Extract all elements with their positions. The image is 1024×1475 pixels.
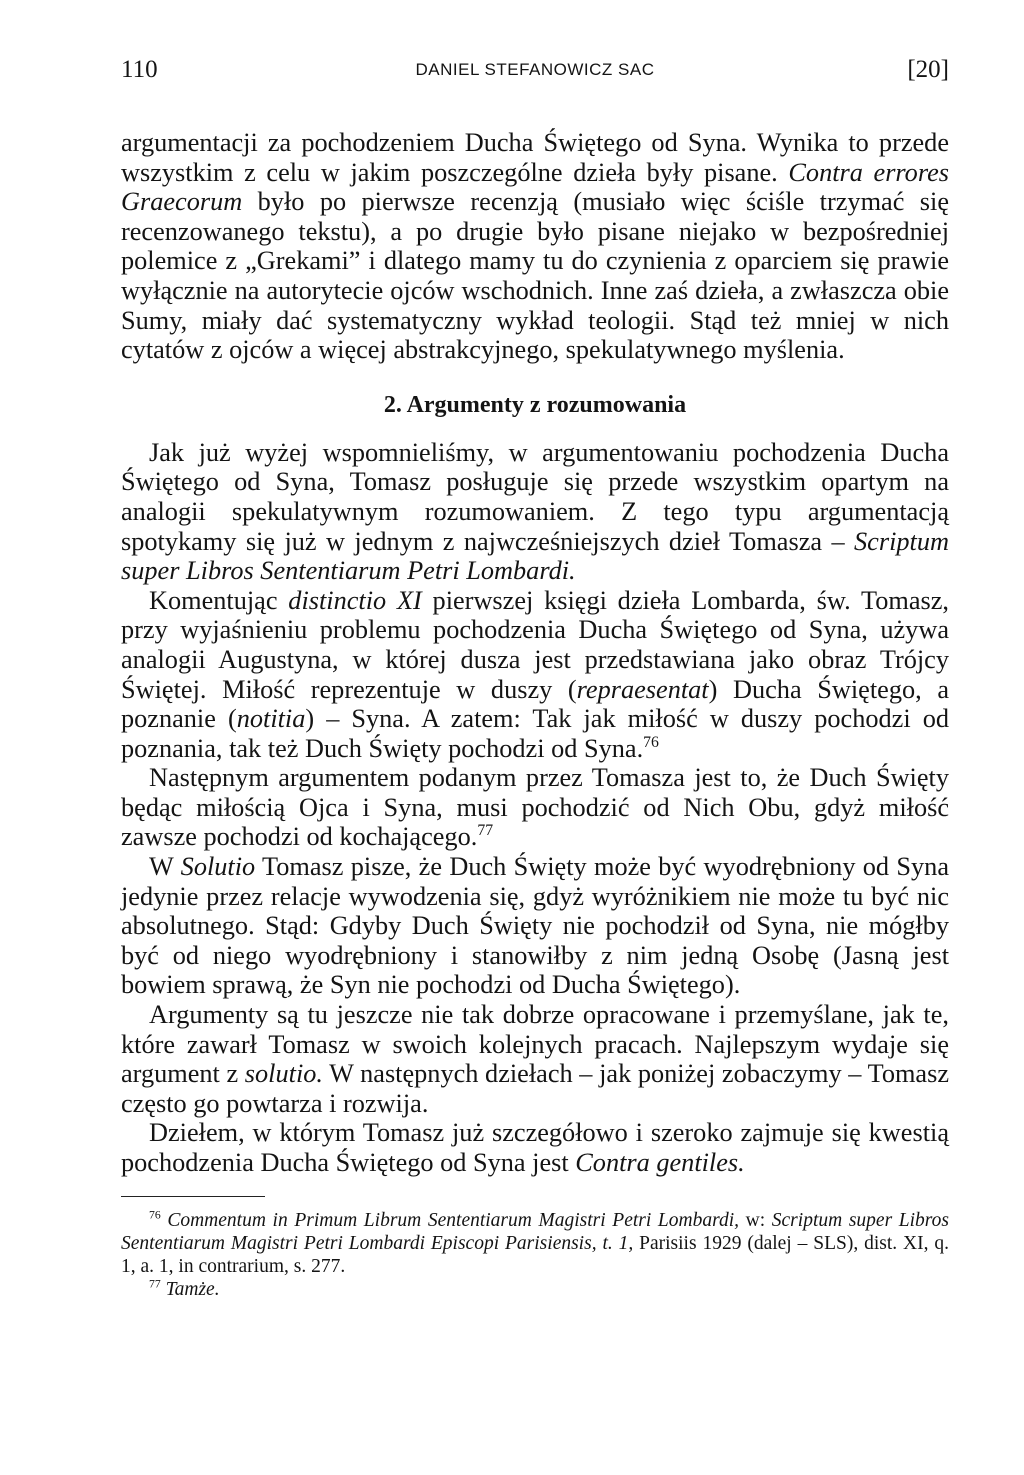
footnote-number: 77 [149,1277,161,1291]
footnote-ref: 77 [477,822,494,840]
italic-term: distinctio XI [288,585,422,615]
footnote-rule [121,1196,265,1197]
text-span: Następnym argumentem podanym przez Tomasza jest to, że Duch Święty będąc miłością Ojca i Syna, musi pochodzić od Nich Obu, gdyż miłość zawsze pochodzi od kochającego. [121,763,949,852]
text-span: W [149,852,181,882]
text-span: Komentując [149,585,289,615]
text-span: Argumenty są tu jeszcze nie tak dobrze opracowane i przemyślane, jak te, które zawarł Tomasz w swoich kolejnych pracach. Najlepszym wydaje się argument z [121,1000,949,1089]
running-head-author: DANIEL STEFANOWICZ SAC [415,60,655,79]
text-span: Parisiis 1929 (dalej – SLS), dist. XI, q. 1, a. 1, in contrarium, s. 277. [121,1232,949,1277]
text-span: ) – Syna. A zatem: Tak jak miłość w duszy pochodzi od poznania, tak też Duch Święty pochodzi od Syna. [121,704,949,763]
body-text [121,128,949,1178]
bracket-page-number: [20] [907,56,949,83]
paragraph-1 [121,128,949,365]
paragraph-7 [121,1118,949,1177]
text-span: w: [739,1209,772,1231]
italic-term: repraesentat [576,674,709,704]
text-span: Jak już wyżej wspomnieliśmy, w argumentowaniu pochodzenia Ducha Świętego od Syna, Tomasz posługuje się przede wszystkim opartym na analogii spekulatywnym rozumowaniem. Z tego typu argumentacją spotykamy się już w jednym z najwcześniejszych dzieł Tomasza – [121,437,949,556]
italic-title: Scriptum super Libros Sententiarum Magistri Petri Lombardi Episcopi Parisiensis, t. 1, [121,1209,950,1254]
italic-term: notitia [236,704,306,734]
footnote-ref: 76 [643,733,659,751]
running-head [121,52,949,92]
paragraph-6 [121,1000,949,1118]
text-span: argumentacji za pochodzeniem Ducha Świętego od Syna. Wynika to przede wszystkim z celu w jakim poszczególne dzieła były pisane. [121,128,949,187]
text-span: ) Ducha Świętego, a poznanie ( [121,674,949,734]
italic-term: Solutio [180,852,256,882]
text-span: Tomasz pisze, że Duch Święty może być wyodrębniony od Syna jedynie przez relacje wywodzenia się, gdyż wyróżnikiem nie może tu być nic absolutnego. Stąd: Gdyby Duch Święty nie pochodził od Syna, nie mógłby być od niego wyodrębniony i stanowiłby z nim jedną Osobę (Jasną jest bowiem sprawą, że Syn nie pochodzi od Ducha Świętego). [121,852,949,1000]
text-span: pierwszej księgi dzieła Lombarda, św. Tomasz, przy wyjaśnieniu problemu pochodzenia Ducha Świętego od Syna, używa analogii Augustyna, w której dusza jest przedstawiana jako obraz Trójcy Świętej. Miłość reprezentuje w duszy ( [121,585,950,704]
italic-title: Contra gentiles. [575,1148,745,1177]
footnote-number: 76 [149,1208,161,1222]
paragraph-3 [121,586,949,764]
italic-term: solutio. [244,1059,323,1089]
footnotes [121,1209,949,1301]
italic-title: Commentum in Primum Librum Sententiarum Magistri Petri Lombardi, [167,1209,740,1231]
italic-text: Tamże. [165,1278,220,1300]
paragraph-5 [121,852,949,1000]
italic-title: Contra errores Graecorum [121,157,949,217]
text-span: było po pierwsze recenzją (musiało więc ściśle trzymać się recenzowanego tekstu), a po drugie było pisane niejako w bezpośredniej polemice z „Grekami” i dlatego mamy tu do czynienia z oparciem się prawie wyłącznie na autorytecie ojców wschodnich. Inne zaś dzieła, a zwłaszcza obie Sumy, miały dać systematyczny wykład teologii. Stąd też mniej w nich cytatów z ojców a więcej abstrakcyjnego, spekulatywnego myślenia. [121,187,949,365]
text-span: W następnych dziełach – jak poniżej zobaczymy – Tomasz często go powtarza i rozwija. [121,1059,949,1118]
footnote-76 [121,1209,949,1278]
paragraph-4 [121,763,949,852]
text-span: Dziełem, w którym Tomasz już szczegółowo i szeroko zajmuje się kwestią pochodzenia Ducha Świętego od Syna jest [121,1118,949,1177]
italic-title: Scriptum super Libros Sententiarum Petri Lombardi. [121,526,949,586]
footnote-77 [121,1278,949,1301]
page-number: 110 [121,56,158,83]
paragraph-2 [121,438,949,586]
section-heading: 2. Argumenty z rozumowania [383,391,687,418]
